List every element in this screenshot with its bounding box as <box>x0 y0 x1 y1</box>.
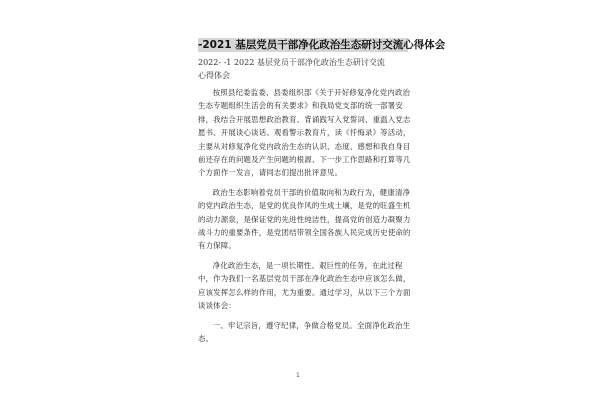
page-number: 1 <box>296 372 300 379</box>
paragraph: 按照县纪委监委、县委组织部《关于开好修复净化党内政治生态专题组织生活会的有关要求》和我局党支部的统一部署安排，我结合开展思想政治教育、背诵践写入党誓词、重温入党志愿书、开展谈心谈话、观看警示教育片，读《忏悔录》等活动，主要从对修复净化党内政治生态的认识、态度、感想和我自身目前还存在的问题及产生问题的根源、下一步工作思路和打算等几个方面作一发言，请同志们提出批评意见。 <box>198 88 411 178</box>
document-title: -2021 基层党员干部净化政治生态研讨交流心得体会 <box>198 39 446 51</box>
paragraph: 政治生态影响着党员干部的价值取向和为政行为，健康清净的党内政治生态，是党的优良作风的生成土壤，是党的旺盛生机的动力源泉，是保证党的先进性纯洁性，提高党的创造力凝聚力战斗力的重要条件，是党团结带领全国各族人民完成历史使命的有力保障。 <box>198 187 411 251</box>
document-subtitle-line1: 2022- -1 2022 基层党员干部净化政治生态研讨交流 <box>198 58 385 67</box>
document-body <box>198 86 414 351</box>
document-subtitle-line2: 心得体会 <box>198 71 230 80</box>
paragraph: 一、牢记宗旨，遵守纪律，争做合格党员。全面净化政治生态。 <box>198 320 411 343</box>
paragraph: 净化政治生态，是一项长期性、艰巨性的任务，在此过程中，作为我们一名基层党员干部在净化政治生态中应该怎么做，应该发挥怎么样的作用，尤为重要。通过学习，从以下三个方面谈谈体会： <box>198 260 411 311</box>
